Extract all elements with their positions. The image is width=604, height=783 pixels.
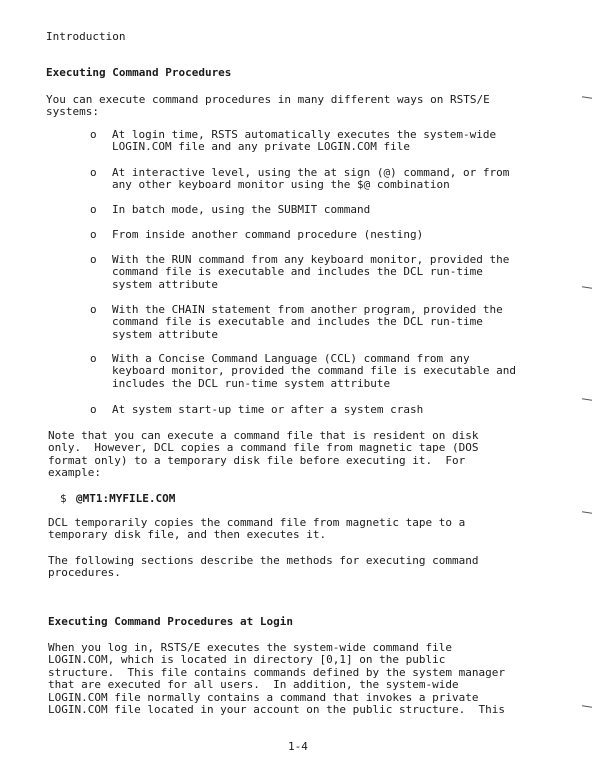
margin-mark — [582, 96, 592, 98]
bullet-line: At login time, RSTS automatically executes the system-wide — [112, 128, 497, 141]
bullet-line: includes the DCL run-time system attribute — [112, 377, 391, 390]
bullet-marker: o — [90, 352, 97, 365]
copy-line-1: DCL temporarily copies the command file from magnetic tape to a — [48, 516, 466, 529]
bullet-line: At interactive level, using the at sign (@) command, or from — [112, 166, 510, 179]
margin-mark — [582, 705, 592, 707]
copy-line-2: temporary disk file, and then executes it. — [48, 528, 327, 541]
bullet-marker: o — [90, 403, 97, 416]
bullet-marker: o — [90, 128, 97, 141]
bullet-line: With the CHAIN statement from another program, provided the — [112, 303, 503, 316]
login-line-3: structure. This file contains commands defined by the system manager — [48, 666, 505, 679]
bullet-line: keyboard monitor, provided the command file is executable and — [112, 364, 516, 377]
intro-line-2: systems: — [46, 105, 99, 118]
intro-line-1: You can execute command procedures in many different ways on RSTS/E — [46, 93, 490, 106]
code-prompt: $ — [60, 492, 67, 505]
bullet-line: LOGIN.COM file and any private LOGIN.COM file — [112, 140, 411, 153]
bullet-line: command file is executable and includes the DCL run-time — [112, 265, 483, 278]
note-line-4: example: — [48, 466, 101, 479]
bullet-line: With the RUN command from any keyboard monitor, provided the — [112, 253, 510, 266]
code-command: @MT1:MYFILE.COM — [76, 492, 176, 505]
bullet-line: With a Concise Command Language (CCL) command from any — [112, 352, 470, 365]
bullet-line: system attribute — [112, 278, 218, 291]
login-line-4: that are executed for all users. In addition, the system-wide — [48, 678, 459, 691]
login-line-2: LOGIN.COM, which is located in directory [0,1] on the public — [48, 653, 446, 666]
section-heading: Executing Command Procedures — [46, 66, 232, 79]
login-line-6: LOGIN.COM file located in your account on the public structure. This — [48, 703, 505, 716]
bullet-line: any other keyboard monitor using the $@ combination — [112, 178, 450, 191]
section-heading-login: Executing Command Procedures at Login — [48, 615, 294, 628]
bullet-marker: o — [90, 203, 97, 216]
bullet-line: From inside another command procedure (nesting) — [112, 228, 424, 241]
following-line-1: The following sections describe the methods for executing command — [48, 554, 479, 567]
note-line-3: format only) to a temporary disk file before executing it. For — [48, 454, 466, 467]
page-number: 1-4 — [288, 740, 308, 753]
margin-mark — [582, 286, 592, 288]
following-line-2: procedures. — [48, 566, 121, 579]
bullet-line: At system start-up time or after a system crash — [112, 403, 424, 416]
margin-mark — [582, 511, 592, 513]
running-header: Introduction — [46, 30, 126, 43]
bullet-line: system attribute — [112, 328, 218, 341]
note-line-1: Note that you can execute a command file that is resident on disk — [48, 429, 479, 442]
note-line-2: only. However, DCL copies a command file from magnetic tape (DOS — [48, 441, 479, 454]
login-line-1: When you log in, RSTS/E executes the system-wide command file — [48, 641, 452, 654]
bullet-line: command file is executable and includes the DCL run-time — [112, 315, 483, 328]
bullet-marker: o — [90, 166, 97, 179]
bullet-marker: o — [90, 303, 97, 316]
margin-mark — [582, 398, 592, 400]
login-line-5: LOGIN.COM file normally contains a command that invokes a private — [48, 691, 479, 704]
bullet-line: In batch mode, using the SUBMIT command — [112, 203, 371, 216]
bullet-marker: o — [90, 253, 97, 266]
bullet-marker: o — [90, 228, 97, 241]
